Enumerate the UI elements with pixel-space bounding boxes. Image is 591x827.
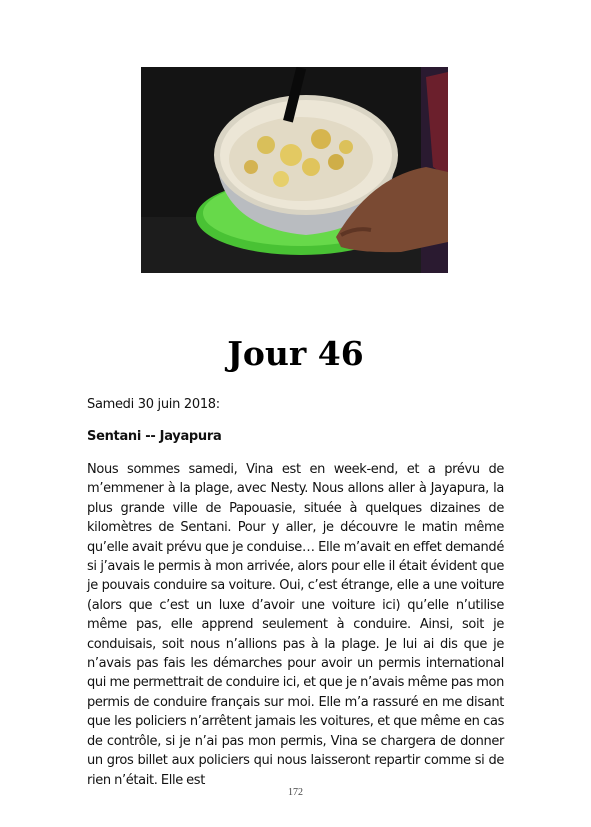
dessert-bowl-illustration: [141, 67, 448, 273]
page-number: 172: [288, 787, 303, 798]
chapter-title: Jour 46: [227, 334, 364, 373]
dessert-bowl-photo: [141, 67, 448, 273]
entry-body: Nous sommes samedi, Vina est en week-end, et a prévu de m’emmener à la plage, avec Nesty. Nous allons aller à Jayapura, la plus grande ville de Papouasie, située à quelques dizaines de kilomètres de Sentani. Pour y aller, je découvre le matin même qu’elle avait prévu que je conduise… Elle m’avait en effet demandé si j’avais le permis à mon arrivée, alors pour elle il était évident que je pouvais conduire sa voiture. Oui, c’est étrange, elle a une voiture (alors que c’est un luxe d’avoir une voiture ici) qu’elle n’utilise même pas, elle apprend seulement à conduire. Ainsi, soit je conduisais, soit nous n’allions pas à la plage. Je lui ai dis que je n’avais pas fais les démarches pour avoir un permis international qui me permettrait de conduire ici, et que je n’avais même pas mon permis de conduire français sur moi. Elle m’a rassuré en me disant que les policiers n’arrêtent jamais les voitures, et que même en cas de contrôle, si je n’ai pas mon permis, Vina se chargera de donner un gros billet aux policiers qui nous laisseront repartir comme si de rien n’était. Elle est: [87, 462, 504, 788]
entry-date: Samedi 30 juin 2018:: [87, 397, 220, 412]
entry-route: Sentani -- Jayapura: [87, 429, 222, 444]
